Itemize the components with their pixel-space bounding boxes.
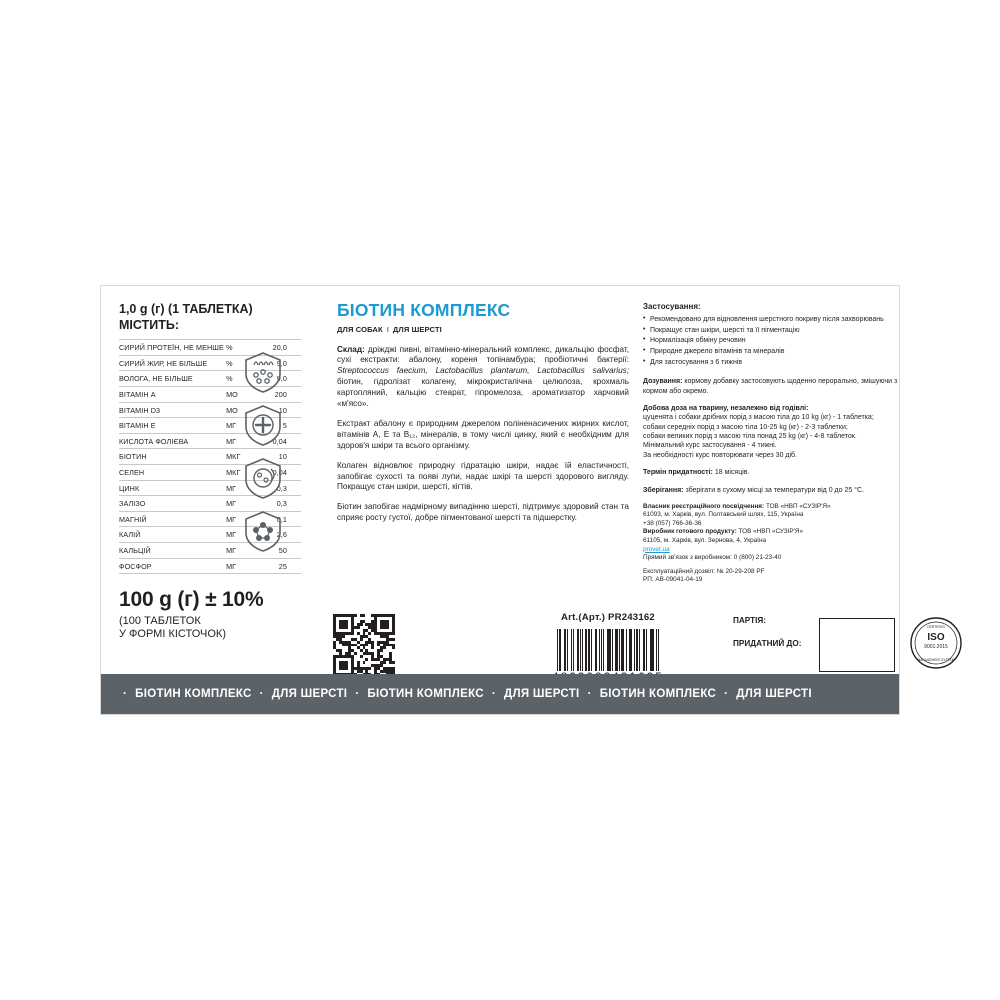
nutrient-unit: МКГ bbox=[226, 449, 254, 465]
product-title: БІОТИН КОМПЛЕКС bbox=[337, 300, 511, 320]
hotline-line bbox=[643, 554, 905, 563]
nutrient-value: 0,3 bbox=[254, 496, 301, 512]
product-label bbox=[100, 285, 955, 715]
footer-separator: · bbox=[259, 688, 264, 700]
health-cross-icon bbox=[241, 403, 285, 447]
owner-phone: +38 (057) 766-36-36 bbox=[643, 519, 702, 527]
daily-dose-line: собаки великих порід з масою тіла понад 25 kg (кг) - 4-8 таблеток. bbox=[643, 433, 857, 441]
footer-item: БІОТИН КОМПЛЕКС bbox=[367, 688, 484, 700]
nutrient-unit: % bbox=[226, 355, 254, 371]
footer-item: ДЛЯ ШЕРСТІ bbox=[271, 688, 348, 700]
maker-line bbox=[643, 528, 905, 537]
composition-text: дріжджі пивні, вітамінно-мінеральний комплекс, дикальцію фосфат, сухі екстракти: абалону, кореня топінамбура; пробіотичні бактерії: bbox=[337, 344, 629, 365]
serving-size bbox=[119, 302, 319, 333]
feature-icons bbox=[241, 350, 295, 562]
usage-column bbox=[643, 302, 905, 632]
biotin-paragraph: Біотин запобігає надмірному випадінню шерсті, підтримує здоровий стан та сприяє росту густої, добре пігментованої шерсті та підшерстку. bbox=[337, 502, 629, 523]
storage-label: Зберігання: bbox=[643, 486, 684, 494]
maker-address: 61105, м. Харків, вул. Зернова, 4, Україна bbox=[643, 536, 767, 544]
nutrient-name: ВІТАМІН D3 bbox=[119, 402, 226, 418]
nutrient-unit: МГ bbox=[226, 496, 254, 512]
shelf-life-label: Термін придатності: bbox=[643, 469, 713, 477]
footer-item: БІОТИН КОМПЛЕКС bbox=[599, 688, 717, 700]
nutrient-value: 200 bbox=[254, 387, 301, 403]
skin-hair-icon bbox=[241, 350, 285, 394]
daily-dose-block bbox=[643, 404, 905, 460]
footer-separator: · bbox=[491, 688, 496, 700]
nutrient-value: 9,0 bbox=[254, 355, 301, 371]
hotline-value: 0 (800) 21-23-40 bbox=[731, 554, 782, 562]
nutrient-unit: МГ bbox=[226, 433, 254, 449]
nutrient-name: СЕЛЕН bbox=[119, 465, 226, 481]
maker-label: Виробник готового продукту: bbox=[643, 528, 737, 536]
nutrient-value: 0,04 bbox=[254, 433, 301, 449]
svg-text:CERTIFIED: CERTIFIED bbox=[927, 625, 945, 629]
list-item: • Для застосування з 6 тижнів bbox=[643, 358, 905, 367]
footer-item: ДЛЯ ШЕРСТІ bbox=[503, 688, 580, 700]
daily-dose-line: цуценята і собаки дрібних порід з масою тіла до 10 kg (кг) - 1 таблетка; bbox=[643, 414, 874, 422]
subtitle-separator: I bbox=[386, 324, 389, 334]
nutrient-name: КАЛІЙ bbox=[119, 527, 226, 543]
footer-strip bbox=[101, 674, 899, 714]
nutrient-unit: МГ bbox=[226, 542, 254, 558]
list-item: • Покращує стан шкіри, шерсті та її пігментацію bbox=[643, 326, 905, 335]
nutrient-name: ЦИНК bbox=[119, 480, 226, 496]
list-item: • Рекомендовано для відновлення шерстного покриву після захворювань bbox=[643, 315, 905, 324]
list-item: • Природне джерело вітамінів та мінералів bbox=[643, 347, 905, 356]
dosage-label: Дозування: bbox=[643, 378, 683, 386]
daily-dose-line: За необхідності курс повторювати через 30 діб. bbox=[643, 451, 798, 459]
nutrient-name: СИРИЙ ПРОТЕЇН, НЕ МЕНШЕ bbox=[119, 340, 226, 356]
abalone-paragraph: Екстракт абалону є природним джерелом поліненасичених жирних кислот, вітамінів А, Е та В₁₂, мінералів, в тому числі цинку, який є необхідним для здоров'я шкіри та всього організму. bbox=[337, 418, 629, 450]
recovery-cycle-icon bbox=[241, 456, 285, 500]
rp-line bbox=[643, 576, 905, 585]
qr-code-grid bbox=[333, 614, 395, 676]
nutrient-name: ВІТАМІН Е bbox=[119, 418, 226, 434]
list-item: • Нормалізація обміну речовин bbox=[643, 336, 905, 345]
description-column bbox=[333, 302, 629, 632]
nutrient-name: КАЛЬЦІЙ bbox=[119, 542, 226, 558]
composition-paragraph bbox=[337, 345, 629, 410]
nutrient-name: ВІТАМІН А bbox=[119, 387, 226, 403]
serving-size-line2: МІСТИТЬ: bbox=[119, 317, 180, 332]
nutrient-value: 10 bbox=[254, 402, 301, 418]
barcode bbox=[519, 629, 697, 671]
nutrient-value: 5 bbox=[254, 418, 301, 434]
shelf-life-line bbox=[643, 468, 905, 477]
serving-size-line1: 1,0 g (г) (1 ТАБЛЕТКА) bbox=[119, 302, 253, 316]
footer-separator: · bbox=[724, 688, 729, 700]
nutrient-value: 25 bbox=[254, 558, 301, 574]
nutrient-name: КИСЛОТА ФОЛІЄВА bbox=[119, 433, 226, 449]
nutrient-name: ВОЛОГА, НЕ БІЛЬШЕ bbox=[119, 371, 226, 387]
manufacturer-block bbox=[643, 503, 905, 585]
svg-text:ISO: ISO bbox=[927, 632, 945, 643]
rp-label: РП: bbox=[643, 576, 654, 584]
expiry-date-field[interactable] bbox=[819, 618, 895, 672]
footer-separator: · bbox=[355, 688, 360, 700]
svg-text:MANAGEMENT SYSTEM: MANAGEMENT SYSTEM bbox=[917, 658, 955, 662]
nutrient-value: 2,6 bbox=[254, 527, 301, 543]
usage-heading: Застосування: bbox=[643, 302, 701, 311]
molecule-icon bbox=[241, 509, 285, 553]
composition-label: Склад: bbox=[337, 344, 365, 354]
product-subtitle bbox=[337, 325, 629, 334]
subtitle-for-coat: ДЛЯ ШЕРСТІ bbox=[392, 324, 442, 334]
maker-value: ТОВ «НВП «СУЗІР'Я» bbox=[736, 528, 804, 536]
footer-separator: · bbox=[123, 688, 128, 700]
nutrient-unit: МКГ bbox=[226, 465, 254, 481]
footer-item: ДЛЯ ШЕРСТІ bbox=[736, 688, 812, 700]
storage-line bbox=[643, 486, 905, 495]
nutrient-unit: МГ bbox=[226, 558, 254, 574]
net-weight-note-line1: (100 ТАБЛЕТОК bbox=[119, 615, 201, 628]
net-weight: 100 g (г) ± 10% bbox=[119, 588, 264, 612]
permit-label: Експлуатаційний дозвіл: bbox=[643, 567, 716, 575]
nutrient-name: ЗАЛІЗО bbox=[119, 496, 226, 512]
composition-text-2: біотин, гідролізат колагену, мікрокристалічна целюлоза, крохмаль картопляний, кальцію стеарат, гіпромелоза, ароматизатор харчовий «м'ясо». bbox=[337, 377, 629, 409]
storage-value: зберігати в сухому місці за температури від 0 до 25 °C. bbox=[683, 486, 864, 494]
dosage-paragraph bbox=[643, 377, 905, 396]
nutrient-unit: МО bbox=[226, 387, 254, 403]
permit-line bbox=[643, 568, 905, 577]
nutrient-name: БІОТИН bbox=[119, 449, 226, 465]
daily-dose-line: Мінімальний курс застосування - 4 тижні. bbox=[643, 442, 777, 450]
nutrient-name: ФОСФОР bbox=[119, 558, 226, 574]
nutrient-unit: % bbox=[226, 371, 254, 387]
footer-separator: · bbox=[587, 688, 592, 700]
nutrient-name: СИРИЙ ЖИР, НЕ БІЛЬШЕ bbox=[119, 355, 226, 371]
nutrient-value: 0,1 bbox=[254, 511, 301, 527]
rp-value: AB-09041-04-19 bbox=[653, 576, 703, 584]
nutrient-value: 0,04 bbox=[254, 465, 301, 481]
batch-label: ПАРТІЯ: bbox=[733, 616, 767, 625]
composition-strains: Streptococcus faecium, Lactobacillus plantarum, Lactobacillus salivarius; bbox=[337, 366, 629, 376]
iso-certification-badge bbox=[909, 616, 963, 670]
usage-bullet-list bbox=[643, 315, 905, 367]
hotline-label: Прямий зв'язок з виробником: bbox=[643, 554, 732, 562]
website-link[interactable]: provet.ua bbox=[643, 545, 670, 553]
nutrient-value: 9,0 bbox=[254, 371, 301, 387]
nutrient-value: 10 bbox=[254, 449, 301, 465]
label-columns bbox=[119, 300, 898, 641]
qr-code[interactable] bbox=[333, 614, 395, 676]
nutrient-unit: МГ bbox=[226, 527, 254, 543]
net-weight-note-line2: У ФОРМІ КІСТОЧОК) bbox=[119, 628, 226, 641]
expiry-label: ПРИДАТНИЙ ДО: bbox=[733, 639, 802, 648]
shelf-life-value: 18 місяців. bbox=[712, 469, 750, 477]
label-content bbox=[101, 286, 955, 714]
collagen-paragraph: Колаген відновлює природну гідратацію шкіри, надає їй еластичності, запобігає сухості та появі лупи, надає шкірі та шерсті здорового вигляду. Покращує стан шкіри, шерсті, кігтів. bbox=[337, 460, 629, 492]
batch-expiry-block bbox=[733, 616, 901, 648]
svg-text:9001:2015: 9001:2015 bbox=[924, 644, 948, 650]
daily-dose-line: собаки середніх порід з масою тіла 10-25 kg (кг) - 2-3 таблетки; bbox=[643, 423, 848, 431]
article-number: Art.(Арт.) PR243162 bbox=[561, 612, 655, 623]
footer-item: БІОТИН КОМПЛЕКС bbox=[135, 688, 252, 700]
nutrient-unit: % bbox=[226, 340, 254, 356]
nutrient-unit: МГ bbox=[226, 418, 254, 434]
owner-label: Власник реєстраційного посвідчення: bbox=[643, 502, 765, 510]
permit-value: № 20-29-208 PF bbox=[715, 567, 765, 575]
nutrient-unit: МГ bbox=[226, 480, 254, 496]
dosage-text: кормову добавку застосовують щоденно перорально, змішуючи з кормом або окремо. bbox=[643, 378, 898, 395]
owner-value: ТОВ «НВП «СУЗІР'Я» bbox=[764, 502, 831, 510]
owner-address: 61093, м. Харків, вул. Полтавський шлях, 115, Україна bbox=[643, 511, 804, 519]
daily-dose-label: Добова доза на тварину, незалежно від годівлі: bbox=[643, 404, 809, 412]
subtitle-for-dogs: ДЛЯ СОБАК bbox=[337, 324, 383, 334]
nutrient-value: 20,0 bbox=[254, 340, 301, 356]
nutrient-value: 50 bbox=[254, 542, 301, 558]
nutrient-unit: МГ bbox=[226, 511, 254, 527]
nutrient-value: 0,3 bbox=[254, 480, 301, 496]
nutrient-name: МАГНІЙ bbox=[119, 511, 226, 527]
nutrient-unit: МО bbox=[226, 402, 254, 418]
